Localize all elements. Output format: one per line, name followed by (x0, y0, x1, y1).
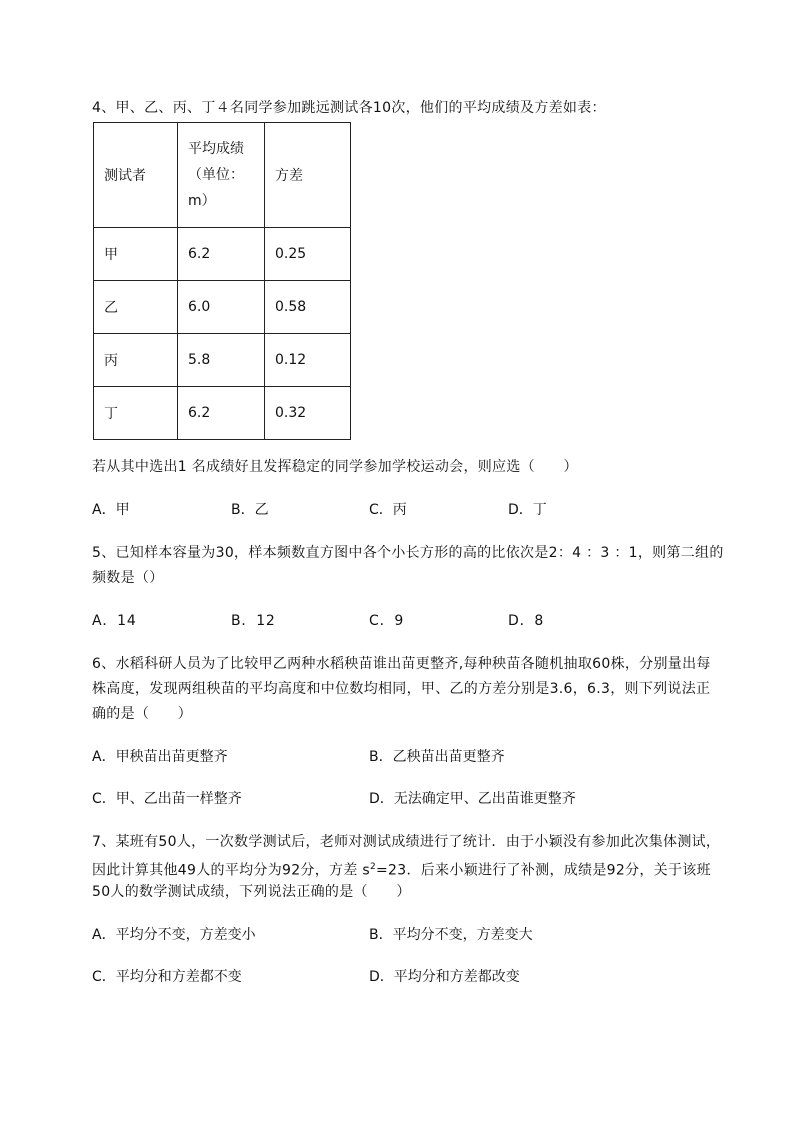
cell-average: 6.2 (178, 228, 265, 281)
q7-line2-part-b: =23．后来小颖进行了补测，成绩是92分，关于该班 (376, 862, 711, 879)
q5-stem-line1: 5、已知样本容量为30，样本频数直方图中各个小长方形的高的比依次是2：4 ：3 ：1，则第二组的 (92, 545, 724, 561)
q7-option-c: C．平均分和方差都不变 (92, 969, 242, 985)
q6-option-d: D．无法确定甲、乙出苗谁更整齐 (369, 791, 576, 807)
table-row (94, 387, 351, 440)
q6-option-b: B．乙秧苗出苗更整齐 (369, 749, 505, 765)
cell-name: 丙 (94, 334, 178, 387)
cell-average: 6.0 (178, 281, 265, 334)
cell-name: 甲 (94, 228, 178, 281)
q4-stem: 4、甲、乙、丙、丁４名同学参加跳远测试各10次，他们的平均成绩及方差如表： (92, 100, 606, 116)
q7-stem-line2 (92, 857, 711, 881)
q4-option-d: D．丁 (508, 502, 547, 518)
header-average (178, 123, 265, 228)
cell-name: 丁 (94, 387, 178, 440)
score-table (93, 122, 351, 440)
q6-stem-line2: 株高度，发现两组秧苗的平均高度和中位数均相同，甲、乙的方差分别是3.6，6.3，则下列说法正 (92, 681, 711, 697)
q4-option-c: C．丙 (369, 502, 407, 518)
q5-option-d: D．8 (508, 613, 545, 629)
table-row (94, 334, 351, 387)
header-tester: 测试者 (94, 123, 178, 228)
q7-option-d: D．平均分和方差都改变 (369, 969, 520, 985)
header-variance: 方差 (265, 123, 351, 228)
q4-option-a: A．甲 (92, 502, 130, 518)
q6-option-c: C．甲、乙出苗一样整齐 (92, 791, 242, 807)
q6-stem-line1: 6、水稻科研人员为了比较甲乙两种水稻秧苗谁出苗更整齐,每种秧苗各随机抽取60株，分别量出每 (92, 656, 711, 672)
q7-option-b: B．平均分不变，方差变大 (369, 927, 533, 943)
q5-option-b: B．12 (231, 613, 276, 629)
q7-option-a: A．平均分不变，方差变小 (92, 927, 256, 943)
q4-question: 若从其中选出1 名成绩好且发挥稳定的同学参加学校运动会，则应选（ ） (92, 459, 578, 475)
header-average-text: 平均成绩（单位：m） (188, 141, 244, 209)
q7-stem-line1: 7、某班有50人，一次数学测试后，老师对测试成绩进行了统计．由于小颖没有参加此次集体测试， (92, 834, 721, 850)
q4-option-b: B．乙 (231, 502, 269, 518)
cell-variance: 0.32 (265, 387, 351, 440)
superscript: 2 (369, 862, 377, 872)
q6-option-a: A．甲秧苗出苗更整齐 (92, 749, 228, 765)
q7-line2-part-a: 因此计算其他49人的平均分为92分，方差 s (92, 862, 370, 879)
q5-option-a: A．14 (92, 613, 137, 629)
cell-variance: 0.25 (265, 228, 351, 281)
q5-stem-line2: 频数是（） (92, 570, 164, 586)
q5-option-c: C．9 (369, 613, 405, 629)
q7-stem-line3: 50人的数学测试成绩，下列说法正确的是（ ） (92, 884, 411, 900)
cell-variance: 0.58 (265, 281, 351, 334)
cell-average: 6.2 (178, 387, 265, 440)
table-header-row (94, 123, 351, 228)
table-row (94, 228, 351, 281)
cell-variance: 0.12 (265, 334, 351, 387)
cell-name: 乙 (94, 281, 178, 334)
table-row (94, 281, 351, 334)
q6-stem-line3: 确的是（ ） (92, 706, 193, 722)
cell-average: 5.8 (178, 334, 265, 387)
